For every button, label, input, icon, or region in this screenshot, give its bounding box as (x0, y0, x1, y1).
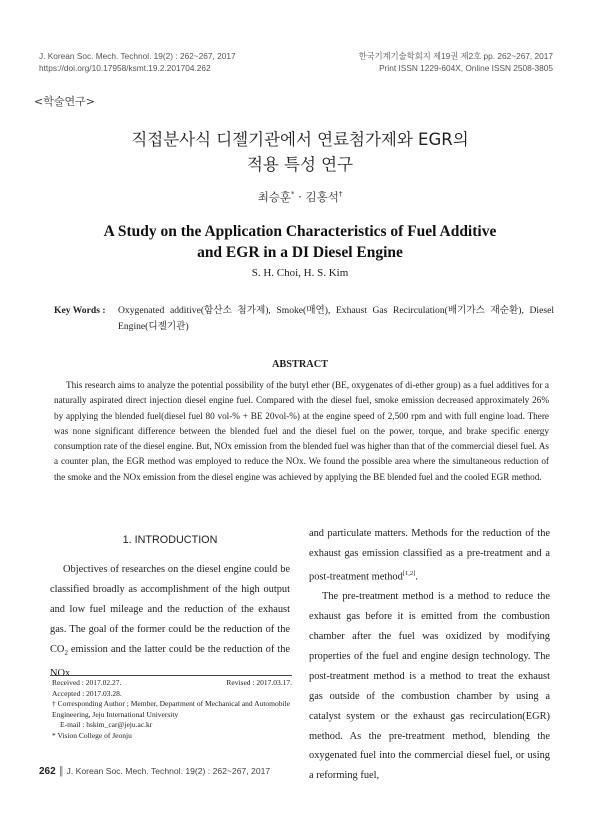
running-header-left (39, 50, 236, 74)
received-date: Received : 2017.02.27. (52, 678, 122, 687)
text-run: emission and the latter could be the reduction of the NOx (50, 643, 290, 679)
abstract-heading: ABSTRACT (271, 359, 329, 370)
email[interactable]: E-mail : hskim_car@jeju.ac.kr (60, 720, 153, 730)
title-korean (0, 127, 600, 177)
running-header-right (359, 50, 553, 74)
intro-paragraph-1 (50, 560, 290, 684)
subscript: 2 (64, 648, 68, 657)
left-column (50, 534, 290, 684)
journal-citation-korean: 한국기계기술학회지 제19권 제2호 pp. 262~267, 2017 (358, 51, 553, 61)
section-heading: 1. INTRODUCTION (122, 534, 218, 546)
revised-date: Revised : 2017.03.17. (226, 678, 292, 687)
authors-english: S. H. Choi, H. S. Kim (251, 267, 349, 279)
keywords-label: Key Words : (54, 305, 106, 316)
authors-korean (0, 189, 600, 205)
issn-info: Print ISSN 1229-604X, Online ISSN 2508-3805 (379, 63, 553, 73)
footnote-divider (50, 675, 292, 676)
abstract-text: This research aims to analyze the potential possibility of the butyl ether (BE, oxygenates of di-ether group) as a fuel additives for a naturally aspirated direct injection diesel engine fuel. Compared with the diesel fuel, smoke emission decreased approximately 26% by applying the blended fuel(diesel fuel 80 vol-% + BE 20vol-%) at the engine speed of 2,500 rpm and with full engine load. There was none significant difference between the blended fuel and the diesel fuel on the power, torque, and brake specific energy consumption rate of the diesel engine. But, NOx emission from the blended fuel was higher than that of the commercial diesel fuel. As a counter plan, the EGR method was employed to reduce the NOx. We found the possible area where the simultaneous reduction of the smoke and the NOx emission from the diesel engine was achieved by applying the BE blended fuel and the cooled EGR method. (54, 380, 549, 482)
title-english-line2: and EGR in a DI Diesel Engine (197, 244, 403, 261)
right-column (309, 524, 550, 786)
doi-link[interactable]: https://doi.org/10.17958/ksmt.19.2.201704.262 (39, 63, 211, 73)
corresponding-author: † Corresponding Author ; Member, Department of Mechanical and Automobile Engineering, Jeju International University (52, 699, 290, 719)
page-footer (39, 766, 270, 777)
received-revised-row (52, 678, 292, 689)
keywords-block (54, 303, 554, 335)
author-name: 김홍석 (305, 190, 339, 204)
citation-ref[interactable]: [1,2] (402, 569, 416, 577)
intro-paragraph-1-continued (309, 524, 550, 587)
keywords-text: Oxygenated additive(함산소 첨가제), Smoke(매연), Exhaust Gas Recirculation(배기가스 재순환), Diesel Engine(디젤기관) (118, 305, 554, 332)
author-name: 최승훈 (257, 190, 292, 204)
footer-citation: ║ J. Korean Soc. Mech. Technol. 19(2) : 262~267, 2017 (58, 766, 271, 776)
category-tag: <학술연구> (34, 95, 95, 108)
text-run: Objectives of researches on the diesel engine could be classified broadly as accomplishment of the high output and low fuel mileage and the reduction of the exhaust gas. The goal of the former could be the reduction of the CO (50, 564, 290, 655)
accepted-date: Accepted : 2017.03.28. (52, 688, 122, 698)
footnotes (52, 678, 292, 742)
affiliation-mark: * (291, 190, 295, 199)
affiliation: * Vision College of Jeonju (52, 730, 132, 740)
title-english (0, 221, 600, 263)
intro-paragraph-2: The pre-treatment method is a method to reduce the exhaust gas before it is emitted from the combustion chamber after the fuel was oxidized by modifying properties of the fuel and engine design technology. The post-treatment method is a method to treat the exhaust gas outside of the combustion chamber by using a catalyst system or the exhaust gas recirculation(EGR) method. As the pre-treatment method, blending the oxygenated fuel into the commercial diesel fuel, or using a reforming fuel, (309, 591, 550, 782)
affiliation-mark: † (338, 190, 343, 199)
text-run: . (415, 571, 418, 583)
title-korean-line2: 적용 특성 연구 (246, 155, 354, 174)
author-separator: · (294, 190, 306, 204)
text-run: and particulate matters. Methods for the reduction of the exhaust gas emission classified as a pre-treatment and a post-treatment method (309, 528, 550, 583)
title-korean-line1: 직접분사식 디젤기관에서 연료첨가제와 EGR의 (131, 130, 469, 149)
page-number: 262 (39, 766, 56, 777)
title-english-line1: A Study on the Application Characteristics of Fuel Additive (103, 223, 497, 240)
journal-citation: J. Korean Soc. Mech. Technol. 19(2) : 262~267, 2017 (39, 51, 236, 61)
